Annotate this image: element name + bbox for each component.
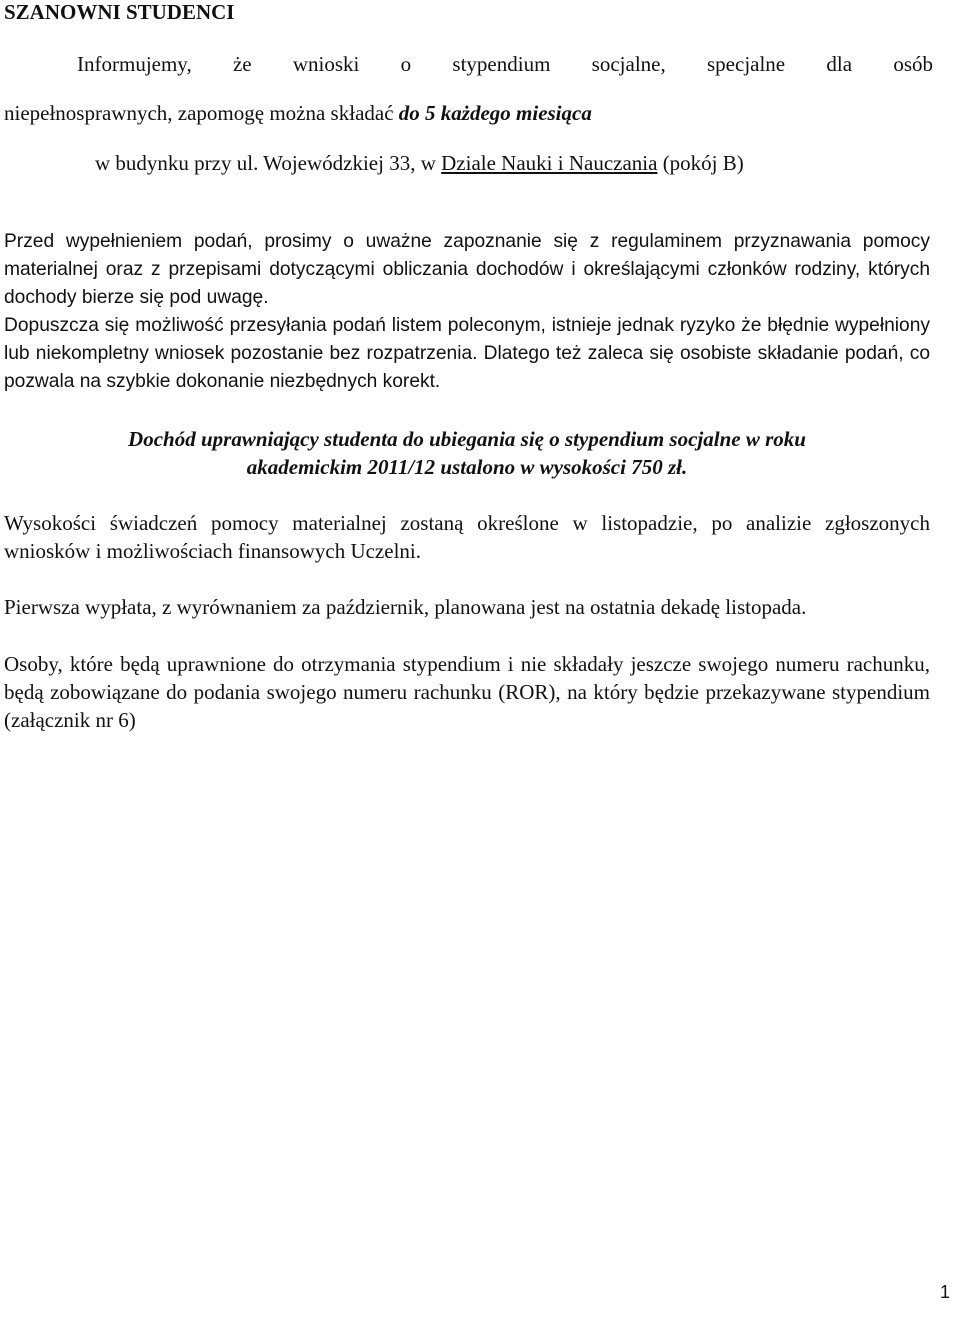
paragraph-account: Osoby, które będą uprawnione do otrzymania stypendium i nie składały jeszcze swojego numeru rachunku, będą zobowiązane do podania swojego numeru rachunku (ROR), na który będzie przekazywane stypendium (załącznik nr 6): [4, 652, 930, 732]
paragraph-first-payment: Pierwsza wypłata, z wyrównaniem za październik, planowana jest na ostatnia dekadę listopada.: [4, 595, 807, 619]
deadline-emphasis: do 5 każdego miesiąca: [398, 101, 592, 125]
income-notice-line-2: akademickim 2011/12 ustalono w wysokości 750 zł.: [246, 455, 688, 479]
page-title: SZANOWNI STUDENCI: [4, 0, 235, 24]
intro-line-2-text: niepełnosprawnych, zapomogę można składać: [4, 101, 399, 125]
room-text: (pokój B): [657, 151, 744, 175]
intro-line-2: [4, 99, 592, 127]
department-name: Dziale Nauki i Nauczania: [441, 151, 658, 175]
paragraph-forms: Przed wypełnieniem podań, prosimy o uważne zapoznanie się z regulaminem przyznawania pomocy materialnej oraz z przepisami dotyczącymi obliczania dochodów i określającymi członków rodziny, których dochody bierze się pod uwagę.: [4, 231, 930, 308]
paragraph-mail: Dopuszcza się możliwość przesyłania podań listem poleconym, istnieje jednak ryzyko że błędnie wypełniony lub niekompletny wniosek pozostanie bez rozpatrzenia. Dlatego też zaleca się osobiste składanie podań, co pozwala na szybkie dokonanie niezbędnych korekt.: [4, 315, 930, 392]
paragraph-amounts: Wysokości świadczeń pomocy materialnej zostaną określone w listopadzie, po analizie zgłoszonych wniosków i możliwościach finansowych Uczelni.: [4, 511, 930, 563]
income-notice-line-1: Dochód uprawniający studenta do ubiegania się o stypendium socjalne w roku: [128, 427, 806, 451]
income-notice: [4, 425, 930, 481]
intro-line-3: [95, 149, 744, 177]
intro-line-1: Informujemy, że wnioski o stypendium socjalne, specjalne dla osób: [77, 52, 933, 76]
page-number: 1: [939, 1282, 950, 1302]
address-text: w budynku przy ul. Wojewódzkiej 33, w: [95, 151, 442, 175]
